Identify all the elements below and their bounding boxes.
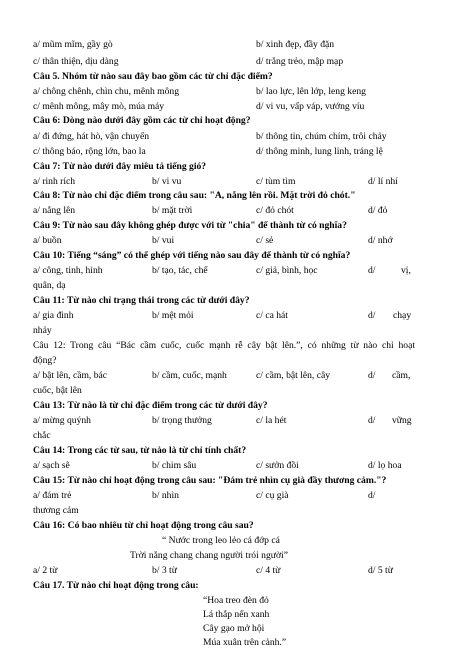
q11-option-a: a/ gia đình: [33, 310, 74, 321]
q16-option-c: c/ 4 từ: [256, 565, 281, 576]
q10-option-a: a/ công, tinh, hình: [33, 265, 103, 276]
q4-option-b: b/ xinh đẹp, đầy đặn: [256, 39, 335, 50]
q17-poem-line2: Lá thắp nến xanh: [203, 609, 270, 620]
q14-option-b: b/ chim sâu: [152, 460, 197, 471]
q16-option-b: b/ 3 từ: [152, 565, 177, 576]
q17-question: Câu 17. Từ nào chỉ hoạt động trong câu:: [33, 580, 199, 591]
q10-option-d-text: vị,: [401, 265, 411, 276]
q8-option-c: c/ đỏ chót: [256, 205, 294, 216]
q14-option-d: d/ lọ hoa: [368, 460, 402, 471]
q17-poem-line4: Múa xuân trên cành.”: [203, 637, 287, 648]
q14-question: Câu 14: Trong các từ sau, từ nào là từ chỉ tính chất?: [33, 445, 247, 456]
q7-option-d: d/ lí nhí: [368, 176, 398, 187]
q16-poem-line2: Trời nắng chang chang người trói người”: [130, 550, 288, 561]
q12-question-text: Câu 12: Trong câu “Bác cầm cuốc, cuốc mạnh rễ cây bật lên.”, có những từ nào chỉ hoạt: [33, 340, 415, 351]
q10-option-d-marker: d/: [368, 265, 376, 276]
q13-option-d-marker: d/: [368, 415, 376, 426]
q7-option-c: c/ tùm tìm: [256, 176, 296, 187]
q13-option-d-continued: chắc: [33, 430, 51, 441]
q11-option-b: b/ mệt mỏi: [152, 310, 194, 321]
q10-option-c: c/ giả, bình, học: [256, 265, 318, 276]
q6-option-b: b/ thông tin, chúm chím, trôi chảy: [256, 131, 387, 142]
q7-option-b: b/ vi vu: [152, 176, 182, 187]
q11-option-d-text: chạy: [393, 310, 412, 321]
q8-question: Câu 8: Từ nào chỉ đặc điểm trong câu sau: "A, nắng lên rồi. Mặt trời đỏ chót.": [33, 190, 356, 201]
q9-option-b: b/ vui: [152, 235, 175, 246]
q5-option-d: d/ vi vu, vấp váp, vướng víu: [256, 101, 365, 112]
q12-option-a: a/ bật lên, cầm, bác: [33, 370, 108, 381]
q5-option-a: a/ chông chênh, chìn chu, mênh mông: [33, 86, 180, 97]
q8-option-b: b/ mặt trời: [152, 205, 193, 216]
q17-poem-line3: Cây gạo mở hội: [203, 623, 265, 634]
q16-option-d: d/ 5 từ: [368, 565, 393, 576]
q4-option-a: a/ mũm mĩm, gầy gò: [33, 39, 113, 50]
q11-option-d-continued: nhảy: [33, 325, 52, 336]
q12-option-d-marker: d/: [368, 370, 376, 381]
q10-option-d-continued: quân, dạ: [33, 280, 66, 291]
q6-option-a: a/ đi đứng, hát hò, vận chuyển: [33, 131, 150, 142]
q13-option-c: c/ la hét: [256, 415, 287, 426]
q12-option-b: b/ cầm, cuốc, mạnh: [152, 370, 227, 381]
q12-option-d-continued: cuốc, bật lên: [33, 385, 82, 396]
q9-option-c: c/ sẻ: [256, 235, 274, 246]
q15-option-d-continued: thương cảm: [33, 505, 79, 516]
q10-option-b: b/ tạo, tác, chế: [152, 265, 208, 276]
q14-option-c: c/ sưởn đồi: [256, 460, 299, 471]
q16-question: Câu 16: Có bao nhiêu từ chỉ hoạt động trong câu sau?: [33, 520, 254, 531]
q8-option-d: d/ đỏ: [368, 205, 388, 216]
q13-option-b: b/ trọng thưởng: [152, 415, 212, 426]
q16-poem-line1: “ Nước trong leo lẻo cá đớp cá: [162, 535, 280, 546]
q15-option-c: c/ cụ già: [256, 490, 289, 501]
q15-question: Câu 15: Từ nào chỉ hoạt động trong câu sau: "Đám trẻ nhìn cụ già đầy thương cảm."?: [33, 475, 387, 486]
q13-question: Câu 13: Từ nào là từ chỉ đặc điểm trong các từ dưới đây?: [33, 400, 268, 411]
q9-option-a: a/ buồn: [33, 235, 62, 246]
q11-question: Câu 11: Từ nào chỉ trạng thái trong các từ dưới đây?: [33, 295, 250, 306]
q6-option-c: c/ thông báo, rộng lớn, bao la: [33, 146, 146, 157]
q8-option-a: a/ nắng lên: [33, 205, 76, 216]
q5-question: Câu 5. Nhóm từ nào sau đây bao gồm các từ chỉ đặc điểm?: [33, 71, 273, 82]
q11-option-c: c/ ca hát: [256, 310, 288, 321]
q11-option-d-marker: d/: [368, 310, 376, 321]
q10-question: Câu 10: Tiếng “sáng” có thể ghép với tiếng nào sau đây để thành từ có nghĩa?: [33, 250, 351, 261]
q7-option-a: a/ rinh rích: [33, 176, 76, 187]
q14-option-a: a/ sạch sẽ: [33, 460, 70, 471]
q13-option-d-text: vững: [392, 415, 412, 426]
q6-option-d: d/ thông minh, lung linh, tráng lệ: [256, 146, 383, 157]
q12-question-line1: [33, 340, 415, 352]
q12-option-c: c/ cầm, bật lên, cây: [256, 370, 331, 381]
q15-option-d-marker: d/: [368, 490, 376, 501]
q5-option-c: c/ mênh mông, mây mò, múa máy: [33, 101, 165, 112]
q4-option-c: c/ thân thiện, dịu dàng: [33, 56, 119, 67]
q15-option-b: b/ nhìn: [152, 490, 179, 501]
q4-option-d: d/ trắng trẻo, mập mạp: [256, 56, 344, 67]
q12-option-d-text: cầm,: [392, 370, 411, 381]
q16-option-a: a/ 2 từ: [33, 565, 58, 576]
q5-option-b: b/ lao lực, lên lớp, leng keng: [256, 86, 366, 97]
q17-poem-line1: “Hoa treo đèn đỏ: [203, 595, 269, 606]
q9-question: Câu 9: Từ nào sau đây không ghép được với từ "chia" để thành từ có nghĩa?: [33, 220, 347, 231]
q13-option-a: a/ mừng quýnh: [33, 415, 91, 426]
q15-option-a: a/ đám trẻ: [33, 490, 72, 501]
q9-option-d: d/ nhớ: [368, 235, 393, 246]
q7-question: Câu 7: Từ nào dưới đây miêu tả tiếng gió?: [33, 161, 207, 172]
q6-question: Câu 6: Dòng nào dưới đây gồm các từ chỉ hoạt động?: [33, 115, 251, 126]
q12-question-line2: động?: [33, 355, 57, 366]
